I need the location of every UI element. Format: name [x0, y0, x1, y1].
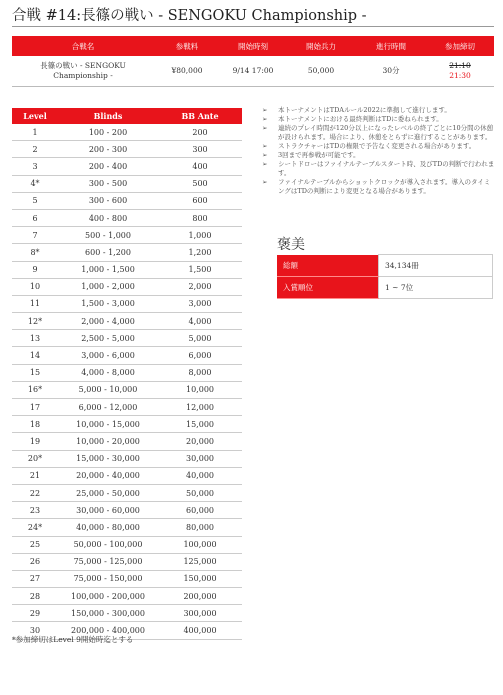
- level-number: 5: [12, 192, 58, 209]
- event-name-text: 長篠の戦い - SENGOKU Championship -: [40, 61, 126, 80]
- prize-table: [277, 254, 493, 299]
- level-number: 18: [12, 416, 58, 433]
- level-row: [12, 278, 242, 295]
- level-blinds: 25,000 - 50,000: [58, 484, 158, 501]
- level-row: [12, 124, 242, 141]
- arrow-bullet-icon: ➢: [262, 151, 268, 159]
- level-ante: 4,000: [158, 313, 242, 330]
- level-ante: 400,000: [158, 622, 242, 639]
- level-ante: 100,000: [158, 536, 242, 553]
- level-ante: 40,000: [158, 467, 242, 484]
- level-blinds: 500 - 1,000: [58, 227, 158, 244]
- level-row: [12, 588, 242, 605]
- level-blinds: 200 - 300: [58, 141, 158, 158]
- level-blinds: 6,000 - 12,000: [58, 399, 158, 416]
- level-ante: 30,000: [158, 450, 242, 467]
- level-ante: 20,000: [158, 433, 242, 450]
- level-blinds: 75,000 - 150,000: [58, 570, 158, 587]
- title-divider: [12, 26, 494, 27]
- arrow-bullet-icon: ➢: [262, 178, 268, 186]
- prize-row: [277, 277, 493, 299]
- rule-text: ファイナルテーブルからショットクロックが導入されます。導入のタイミングはTDの判断により変更となる場合があります。: [278, 178, 491, 195]
- level-row: [12, 192, 242, 209]
- level-ante: 8,000: [158, 364, 242, 381]
- prize-places-value: 1 ~ 7位: [379, 277, 493, 299]
- level-row: [12, 536, 242, 553]
- level-row: [12, 175, 242, 192]
- level-ante: 200: [158, 124, 242, 141]
- level-row: [12, 261, 242, 278]
- prize-title: 褒美: [277, 237, 305, 253]
- level-blinds: 600 - 1,200: [58, 244, 158, 261]
- level-row: [12, 330, 242, 347]
- level-row: [12, 502, 242, 519]
- level-blinds: 100 - 200: [58, 124, 158, 141]
- level-number: 22: [12, 484, 58, 501]
- level-ante: 125,000: [158, 553, 242, 570]
- level-number: 20*: [12, 450, 58, 467]
- blind-structure-table: [12, 108, 242, 640]
- header-event-name: 合戦名: [12, 36, 154, 56]
- level-blinds: 5,000 - 10,000: [58, 381, 158, 398]
- level-blinds: 75,000 - 125,000: [58, 553, 158, 570]
- rule-item: [262, 124, 496, 142]
- level-ante: 600: [158, 192, 242, 209]
- level-number: 2: [12, 141, 58, 158]
- header-start: 開始時刻: [220, 36, 286, 56]
- level-row: [12, 313, 242, 330]
- level-number: 23: [12, 502, 58, 519]
- event-deadline: [426, 56, 494, 87]
- event-fee: ¥80,000: [154, 56, 220, 87]
- level-row: [12, 519, 242, 536]
- header-duration: 進行時間: [356, 36, 426, 56]
- level-blinds: 2,500 - 5,000: [58, 330, 158, 347]
- level-row: [12, 416, 242, 433]
- level-number: 24*: [12, 519, 58, 536]
- level-row: [12, 553, 242, 570]
- deadline-old: 21:10: [449, 61, 471, 70]
- level-blinds: 200 - 400: [58, 158, 158, 175]
- level-row: [12, 484, 242, 501]
- level-ante: 150,000: [158, 570, 242, 587]
- level-row: [12, 467, 242, 484]
- rule-item: [262, 178, 496, 196]
- level-ante: 12,000: [158, 399, 242, 416]
- level-number: 8*: [12, 244, 58, 261]
- rule-item: [262, 160, 496, 178]
- levels-body: [12, 124, 242, 639]
- level-row: [12, 381, 242, 398]
- level-number: 11: [12, 295, 58, 312]
- levels-header-row: [12, 108, 242, 124]
- rule-text: 本トーナメントにおける最終判断はTDに委ねられます。: [278, 115, 443, 123]
- level-blinds: 1,500 - 3,000: [58, 295, 158, 312]
- level-blinds: 2,000 - 4,000: [58, 313, 158, 330]
- rule-text: シートドローはファイナルテーブルスタート時、及びTDの判断で行われます。: [278, 160, 495, 177]
- arrow-bullet-icon: ➢: [262, 160, 268, 168]
- level-blinds: 10,000 - 15,000: [58, 416, 158, 433]
- level-ante: 80,000: [158, 519, 242, 536]
- prize-total-value: 34,134冊: [379, 255, 493, 277]
- prize-places-label: 入賞順位: [277, 277, 379, 299]
- level-blinds: 200,000 - 400,000: [58, 622, 158, 639]
- level-number: 16*: [12, 381, 58, 398]
- level-row: [12, 347, 242, 364]
- rule-item: [262, 106, 496, 115]
- level-ante: 400: [158, 158, 242, 175]
- levels-header-ante: BB Ante: [158, 108, 242, 124]
- level-number: 3: [12, 158, 58, 175]
- rule-item: [262, 151, 496, 160]
- level-row: [12, 570, 242, 587]
- level-number: 26: [12, 553, 58, 570]
- level-number: 6: [12, 209, 58, 226]
- event-start: 9/14 17:00: [220, 56, 286, 87]
- arrow-bullet-icon: ➢: [262, 142, 268, 150]
- level-blinds: 30,000 - 60,000: [58, 502, 158, 519]
- level-blinds: 300 - 500: [58, 175, 158, 192]
- event-stack: 50,000: [286, 56, 356, 87]
- level-blinds: 400 - 800: [58, 209, 158, 226]
- rule-item: [262, 115, 496, 124]
- rule-text: ストラクチャーはTDの権限で予告なく変更される場合があります。: [278, 142, 476, 150]
- level-number: 30: [12, 622, 58, 639]
- level-ante: 800: [158, 209, 242, 226]
- level-number: 27: [12, 570, 58, 587]
- level-blinds: 50,000 - 100,000: [58, 536, 158, 553]
- level-row: [12, 141, 242, 158]
- level-ante: 10,000: [158, 381, 242, 398]
- event-duration: 30分: [356, 56, 426, 87]
- level-blinds: 100,000 - 200,000: [58, 588, 158, 605]
- level-number: 9: [12, 261, 58, 278]
- level-blinds: 20,000 - 40,000: [58, 467, 158, 484]
- prize-row: [277, 255, 493, 277]
- level-blinds: 4,000 - 8,000: [58, 364, 158, 381]
- rule-text: 連続のプレイ時間が120分以上になったレベルの終了ごとに10分間の休憩が設けられます。場合により、休憩をとらずに進行することがあります。: [278, 124, 494, 141]
- level-ante: 1,000: [158, 227, 242, 244]
- level-row: [12, 244, 242, 261]
- level-blinds: 150,000 - 300,000: [58, 605, 158, 622]
- level-number: 7: [12, 227, 58, 244]
- level-number: 12*: [12, 313, 58, 330]
- level-row: [12, 158, 242, 175]
- level-ante: 500: [158, 175, 242, 192]
- prize-total-label: 総額: [277, 255, 379, 277]
- arrow-bullet-icon: ➢: [262, 124, 268, 132]
- levels-header-level: Level: [12, 108, 58, 124]
- level-ante: 5,000: [158, 330, 242, 347]
- header-deadline: 参加締切: [426, 36, 494, 56]
- level-row: [12, 209, 242, 226]
- level-blinds: 15,000 - 30,000: [58, 450, 158, 467]
- level-number: 25: [12, 536, 58, 553]
- level-number: 14: [12, 347, 58, 364]
- rule-text: 本トーナメントはTDAルール2022に準拠して進行します。: [278, 106, 451, 114]
- event-name: [12, 56, 154, 87]
- arrow-bullet-icon: ➢: [262, 106, 268, 114]
- rules-list: [262, 106, 496, 196]
- level-row: [12, 295, 242, 312]
- header-fee: 参戦料: [154, 36, 220, 56]
- level-number: 19: [12, 433, 58, 450]
- level-ante: 1,200: [158, 244, 242, 261]
- level-ante: 300,000: [158, 605, 242, 622]
- level-number: 4*: [12, 175, 58, 192]
- level-number: 29: [12, 605, 58, 622]
- level-number: 17: [12, 399, 58, 416]
- level-number: 21: [12, 467, 58, 484]
- level-ante: 3,000: [158, 295, 242, 312]
- rule-item: [262, 142, 496, 151]
- deadline-new: 21:30: [449, 71, 471, 80]
- header-stack: 開始兵力: [286, 36, 356, 56]
- event-info-row: [12, 56, 494, 87]
- level-blinds: 1,000 - 1,500: [58, 261, 158, 278]
- level-blinds: 3,000 - 6,000: [58, 347, 158, 364]
- page-title: 合戦 #14:長篠の戦い - SENGOKU Championship -: [12, 8, 367, 24]
- event-info-table: [12, 36, 494, 87]
- level-row: [12, 364, 242, 381]
- level-ante: 2,000: [158, 278, 242, 295]
- level-row: [12, 227, 242, 244]
- level-ante: 60,000: [158, 502, 242, 519]
- level-blinds: 300 - 600: [58, 192, 158, 209]
- event-info-header-row: [12, 36, 494, 56]
- level-number: 28: [12, 588, 58, 605]
- level-number: 1: [12, 124, 58, 141]
- level-row: [12, 450, 242, 467]
- rule-text: 3回まで再参戦が可能です。: [278, 151, 360, 159]
- arrow-bullet-icon: ➢: [262, 115, 268, 123]
- level-row: [12, 605, 242, 622]
- level-row: [12, 433, 242, 450]
- level-blinds: 10,000 - 20,000: [58, 433, 158, 450]
- level-ante: 50,000: [158, 484, 242, 501]
- level-blinds: 1,000 - 2,000: [58, 278, 158, 295]
- level-blinds: 40,000 - 80,000: [58, 519, 158, 536]
- level-number: 15: [12, 364, 58, 381]
- level-ante: 6,000: [158, 347, 242, 364]
- level-number: 13: [12, 330, 58, 347]
- level-row: [12, 399, 242, 416]
- level-ante: 15,000: [158, 416, 242, 433]
- level-ante: 1,500: [158, 261, 242, 278]
- deadline-note: *参加締切はLevel 9開始時迄とする: [12, 635, 134, 644]
- level-ante: 200,000: [158, 588, 242, 605]
- level-ante: 300: [158, 141, 242, 158]
- level-number: 10: [12, 278, 58, 295]
- levels-header-blinds: Blinds: [58, 108, 158, 124]
